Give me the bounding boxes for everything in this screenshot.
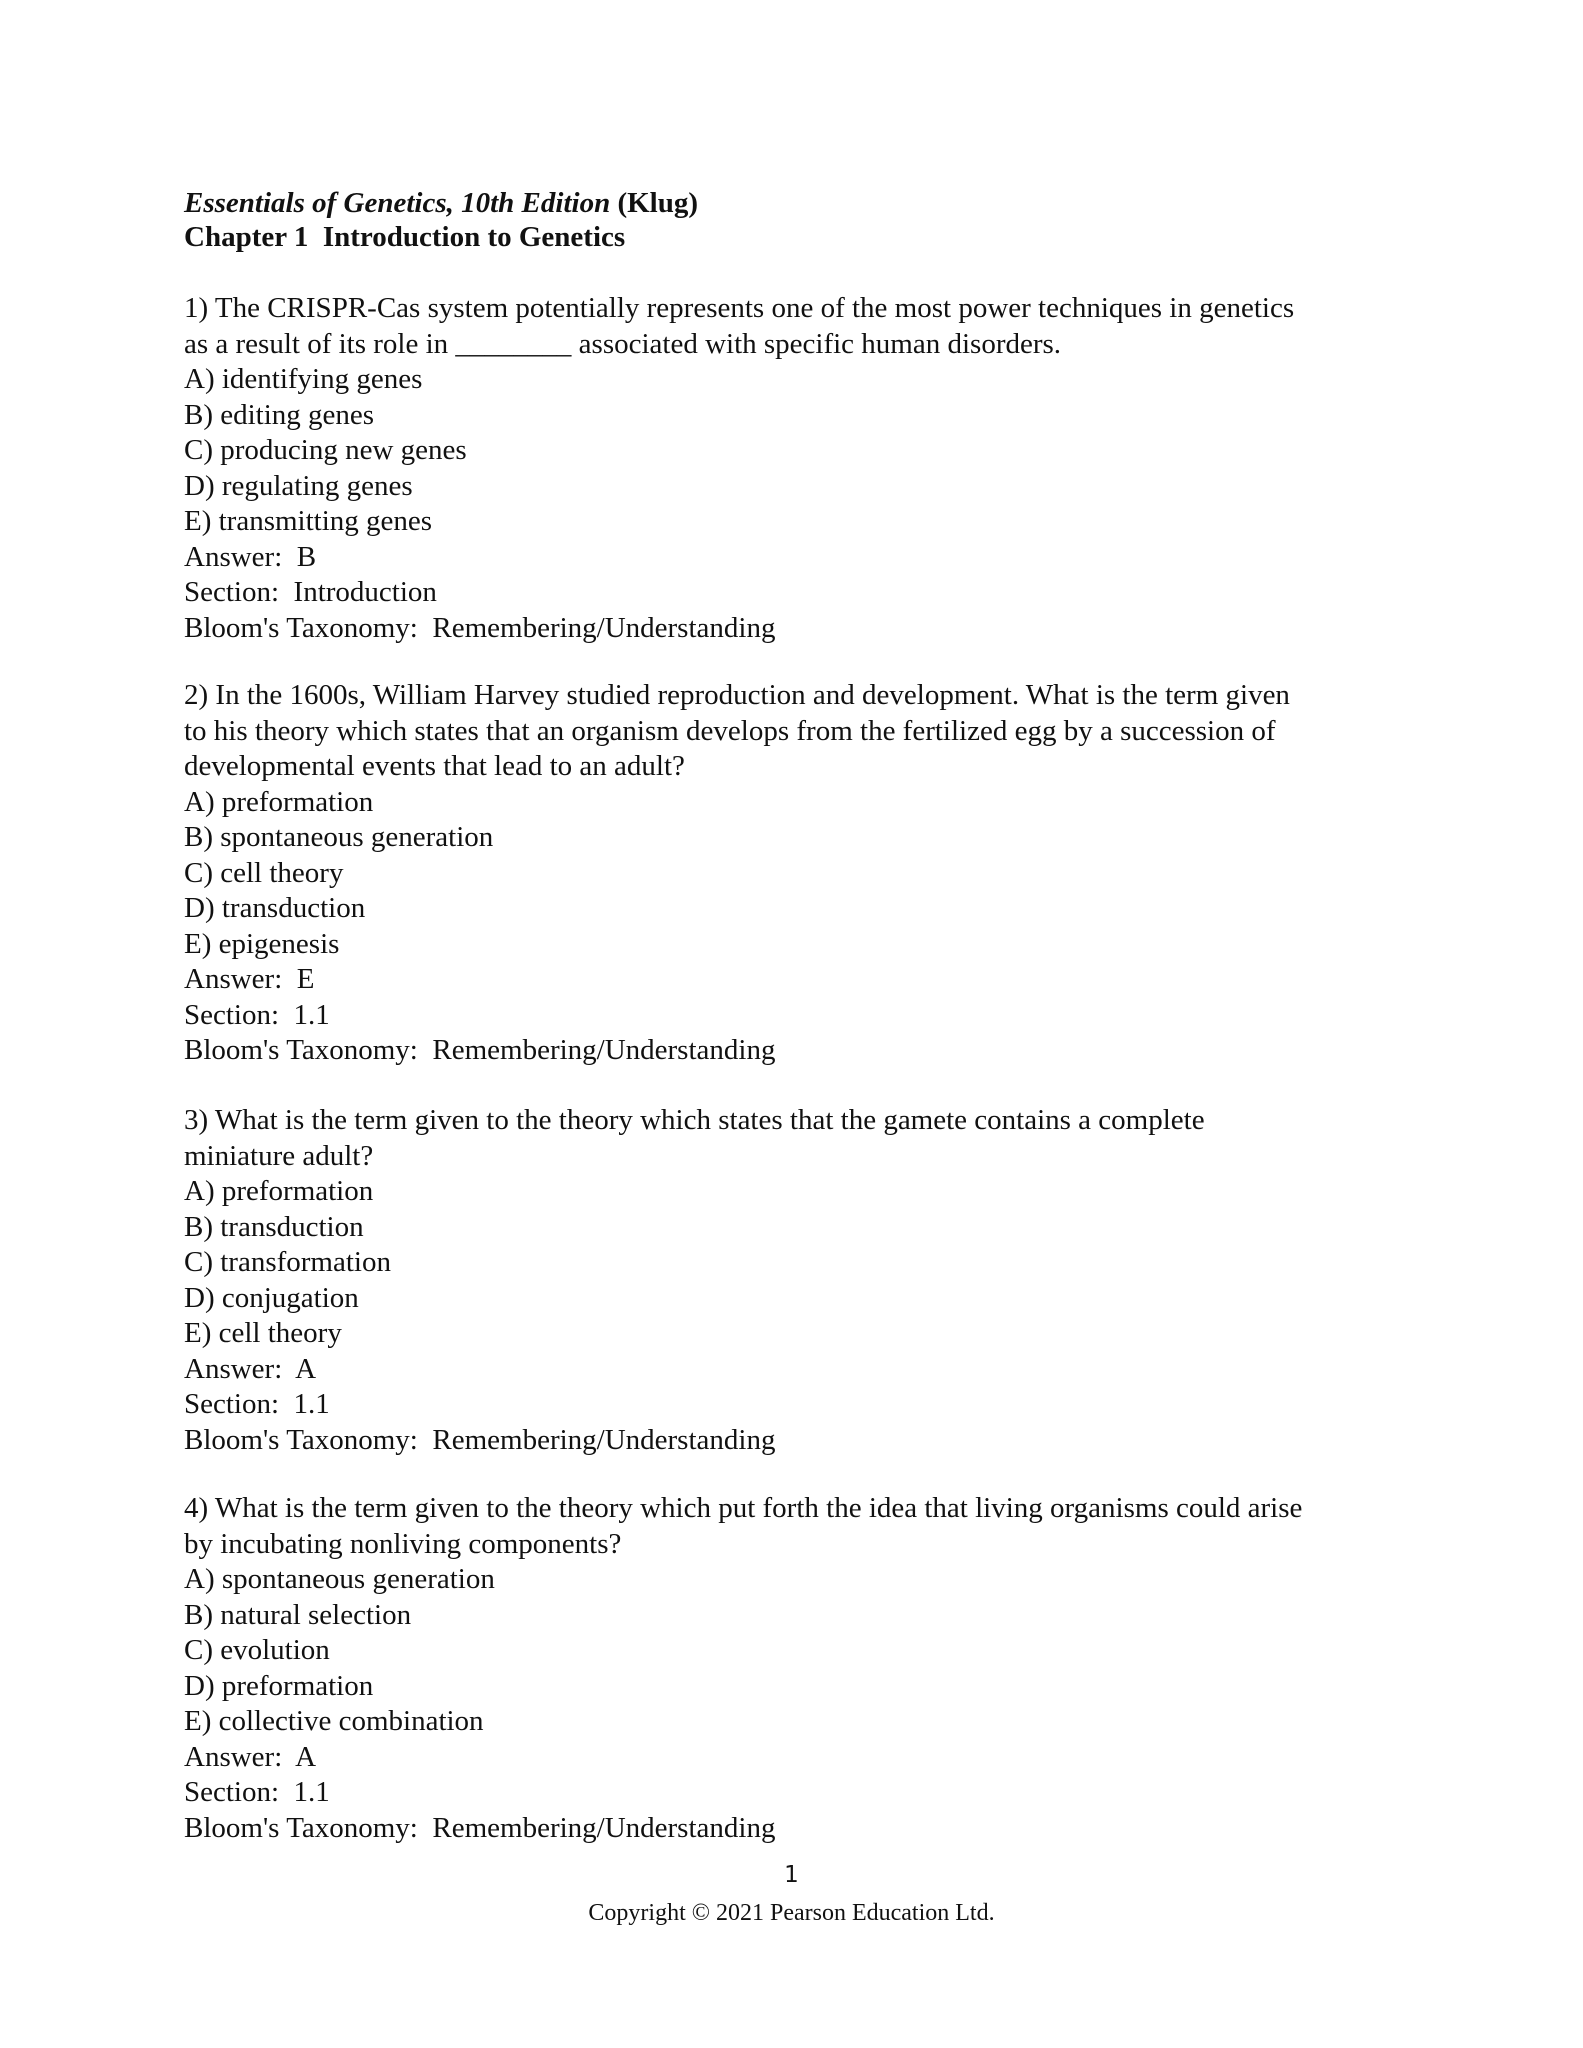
answer-option: A) preformation — [184, 1175, 374, 1207]
answer-option: C) transformation — [184, 1246, 391, 1278]
question-stem-line: as a result of its role in ________ associated with specific human disorders. — [184, 327, 1062, 360]
answer-option: E) transmitting genes — [184, 505, 433, 537]
question-stem-line: by incubating nonliving components? — [184, 1527, 622, 1560]
answer-option: C) producing new genes — [184, 434, 467, 466]
answer-key: Answer: A — [184, 1352, 317, 1385]
answer-option: C) cell theory — [184, 856, 344, 889]
answer-option: E) epigenesis — [184, 927, 340, 960]
blooms-taxonomy: Bloom's Taxonomy: Remembering/Understanding — [184, 611, 776, 644]
answer-option: A) spontaneous generation — [184, 1563, 495, 1595]
section-ref: Section: 1.1 — [184, 1388, 330, 1420]
answer-key: Answer: B — [184, 540, 317, 573]
question-block — [184, 291, 1414, 646]
question-stem-line: 1) The CRISPR-Cas system potentially represents one of the most power techniques in genetics — [184, 292, 1295, 324]
answer-option: B) natural selection — [184, 1598, 412, 1631]
question-stem-line: miniature adult? — [184, 1139, 374, 1172]
answer-option: B) spontaneous generation — [184, 821, 494, 853]
answer-option: B) transduction — [184, 1210, 364, 1243]
document-header — [184, 186, 698, 254]
answer-option: D) transduction — [184, 892, 366, 924]
question-stem-line: to his theory which states that an organism develops from the fertilized egg by a succession of — [184, 714, 1276, 747]
book-title: Essentials of Genetics, 10th Edition — [184, 187, 611, 219]
question-block — [184, 1103, 1414, 1458]
section-ref: Section: 1.1 — [184, 1776, 330, 1808]
answer-option: B) editing genes — [184, 398, 375, 431]
answer-option: E) cell theory — [184, 1317, 342, 1349]
blooms-taxonomy: Bloom's Taxonomy: Remembering/Understanding — [184, 1423, 776, 1456]
book-title-line — [184, 186, 698, 220]
question-block — [184, 1491, 1414, 1846]
answer-option: E) collective combination — [184, 1705, 484, 1737]
question-stem-line: 2) In the 1600s, William Harvey studied reproduction and development. What is the term given — [184, 679, 1290, 711]
section-ref: Section: Introduction — [184, 576, 437, 608]
answer-option: D) preformation — [184, 1669, 374, 1702]
page-number: 1 — [784, 1862, 799, 1888]
question-block — [184, 678, 1414, 1069]
copyright: Copyright © 2021 Pearson Education Ltd. — [588, 1900, 995, 1926]
blooms-taxonomy: Bloom's Taxonomy: Remembering/Understanding — [184, 1811, 776, 1844]
answer-option: C) evolution — [184, 1634, 330, 1666]
answer-option: A) identifying genes — [184, 363, 423, 395]
chapter-title: Chapter 1 Introduction to Genetics — [184, 221, 626, 253]
question-stem-line: developmental events that lead to an adult? — [184, 750, 685, 782]
section-ref: Section: 1.1 — [184, 998, 330, 1031]
author: (Klug) — [617, 187, 699, 219]
answer-key: Answer: A — [184, 1740, 317, 1773]
answer-option: D) regulating genes — [184, 469, 413, 502]
answer-option: D) conjugation — [184, 1281, 359, 1314]
question-stem-line: 3) What is the term given to the theory which states that the gamete contains a complete — [184, 1104, 1205, 1136]
answer-option: A) preformation — [184, 785, 374, 818]
answer-key: Answer: E — [184, 963, 315, 995]
blooms-taxonomy: Bloom's Taxonomy: Remembering/Understanding — [184, 1034, 776, 1066]
question-stem-line: 4) What is the term given to the theory which put forth the idea that living organisms could arise — [184, 1492, 1303, 1524]
